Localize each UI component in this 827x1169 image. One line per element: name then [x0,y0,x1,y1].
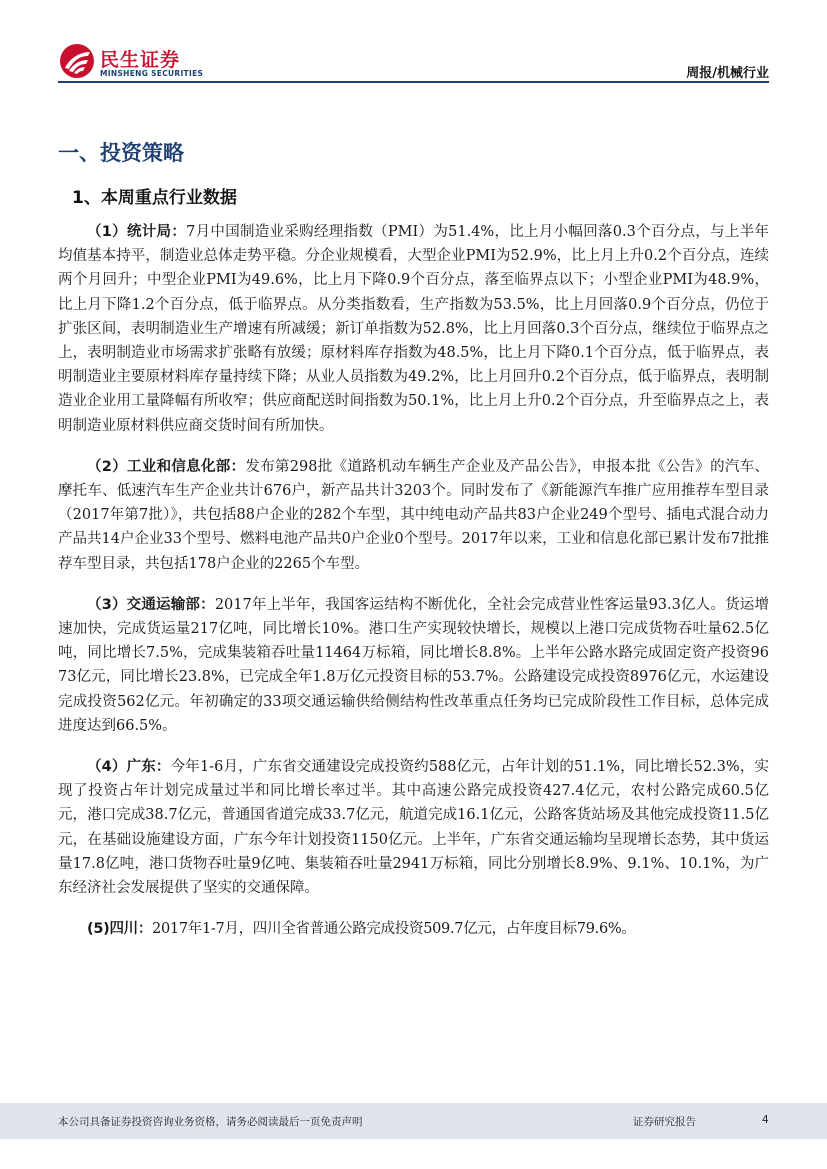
paragraph-transport-ministry [58,593,769,738]
report-type-label: 周报/机械行业 [686,66,769,81]
paragraph-text: 发布第298批《道路机动车辆生产企业及产品公告》，申报本批《公告》的汽车、摩托车、低速汽车生产企业共计676户，新产品共计3203个。同时发布了《新能源汽车推广应用推荐车型目录（2017年第7批）》，共包括88户企业的282个车型，其中纯电动产品共83户企业249个型号、插电式混合动力产品共14户企业33个型号、燃料电池产品共0户企业0个型号。2017年以来，工业和信息化部已累计发布7批推荐车型目录，共包括178户企业的2265个车型。 [58,458,769,572]
footer-disclaimer: 本公司具备证券投资咨询业务资格，请务必阅读最后一页免责声明 [58,1116,363,1128]
paragraph-guangdong [58,755,769,900]
paragraph-label: （3）交通运输部： [87,596,215,613]
section-title: 一、投资策略 [58,141,184,165]
footer-report-label: 证券研究报告 [633,1116,696,1128]
minsheng-logo-icon [58,42,96,80]
paragraph-miit [58,455,769,576]
company-logo [58,42,208,82]
paragraph-sichuan [58,917,769,941]
paragraph-label: (5)四川： [87,921,153,938]
paragraph-label: （4）广东： [87,759,171,776]
body-text [58,220,769,958]
paragraph-text: 今年1-6月，广东省交通建设完成投资约588亿元，占年计划的51.1%，同比增长52.3%，实现了投资占年计划完成量过半和同比增长率过半。其中高速公路完成投资427.4亿元，农村公路完成60.5亿元，港口完成38.7亿元，普通国省道完成33.7亿元，航道完成16.1亿元，公路客货站场及其他完成投资11.5亿元，在基础设施建设方面，广东今年计划投资1150亿元。上半年，广东省交通运输均呈现增长态势，其中货运量17.8亿吨，港口货物吞吐量9亿吨、集装箱吞吐量2941万标箱，同比分别增长8.9%、9.1%、10.1%，为广东经济社会发展提供了坚实的交通保障。 [58,759,769,897]
paragraph-label: （1）统计局： [87,224,187,240]
logo-chinese-name: 民生证券 [100,49,181,71]
paragraph-text: 2017年1-7月，四川全省普通公路完成投资509.7亿元，占年度目标79.6%。 [152,921,636,938]
logo-english-name: MINSHENG SECURITIES [100,69,204,78]
page-header [0,0,827,90]
paragraph-label: （2）工业和信息化部： [87,458,246,475]
paragraph-statistics-bureau [58,220,769,438]
header-divider [58,81,769,83]
paragraph-text: 2017年上半年，我国客运结构不断优化，全社会完成营业性客运量93.3亿人。货运增速加快，完成货运量217亿吨，同比增长10%。港口生产实现较快增长，规模以上港口完成货物吞吐量62.5亿吨，同比增长7.5%，完成集装箱吞吐量11464万标箱，同比增长8.8%。上半年公路水路完成固定资产投资9673亿元，同比增长23.8%，已完成全年1.8万亿元投资目标的53.7%。公路建设完成投资8976亿元，水运建设完成投资562亿元。年初确定的33项交通运输供给侧结构性改革重点任务均已完成阶段性工作目标，总体完成进度达到66.5%。 [58,596,769,734]
paragraph-text: 7月中国制造业采购经理指数（PMI）为51.4%，比上月小幅回落0.3个百分点，与上半年均值基本持平，制造业总体走势平稳。分企业规模看，大型企业PMI为52.9%，比上月上升0.2个百分点，连续两个月回升；中型企业PMI为49.6%，比上月下降0.9个百分点，落至临界点以下；小型企业PMI为48.9%，比上月下降1.2个百分点，低于临界点。从分类指数看，生产指数为53.5%，比上月回落0.9个百分点，仍位于扩张区间，表明制造业生产增速有所减缓；新订单指数为52.8%，比上月回落0.3个百分点，继续位于临界点之上，表明制造业市场需求扩张略有放缓；原材料库存指数为48.5%，比上月下降0.1个百分点，低于临界点，表明制造业主要原材料库存量持续下降；从业人员指数为49.2%，比上月回升0.2个百分点，低于临界点，表明制造业企业用工量降幅有所收窄；供应商配送时间指数为50.1%，比上月上升0.2个百分点，升至临界点之上，表明制造业原材料供应商交货时间有所加快。 [58,224,769,434]
subsection-title: 1、本周重点行业数据 [72,188,237,208]
page-footer [0,1103,827,1139]
page-number: 4 [762,1114,769,1126]
